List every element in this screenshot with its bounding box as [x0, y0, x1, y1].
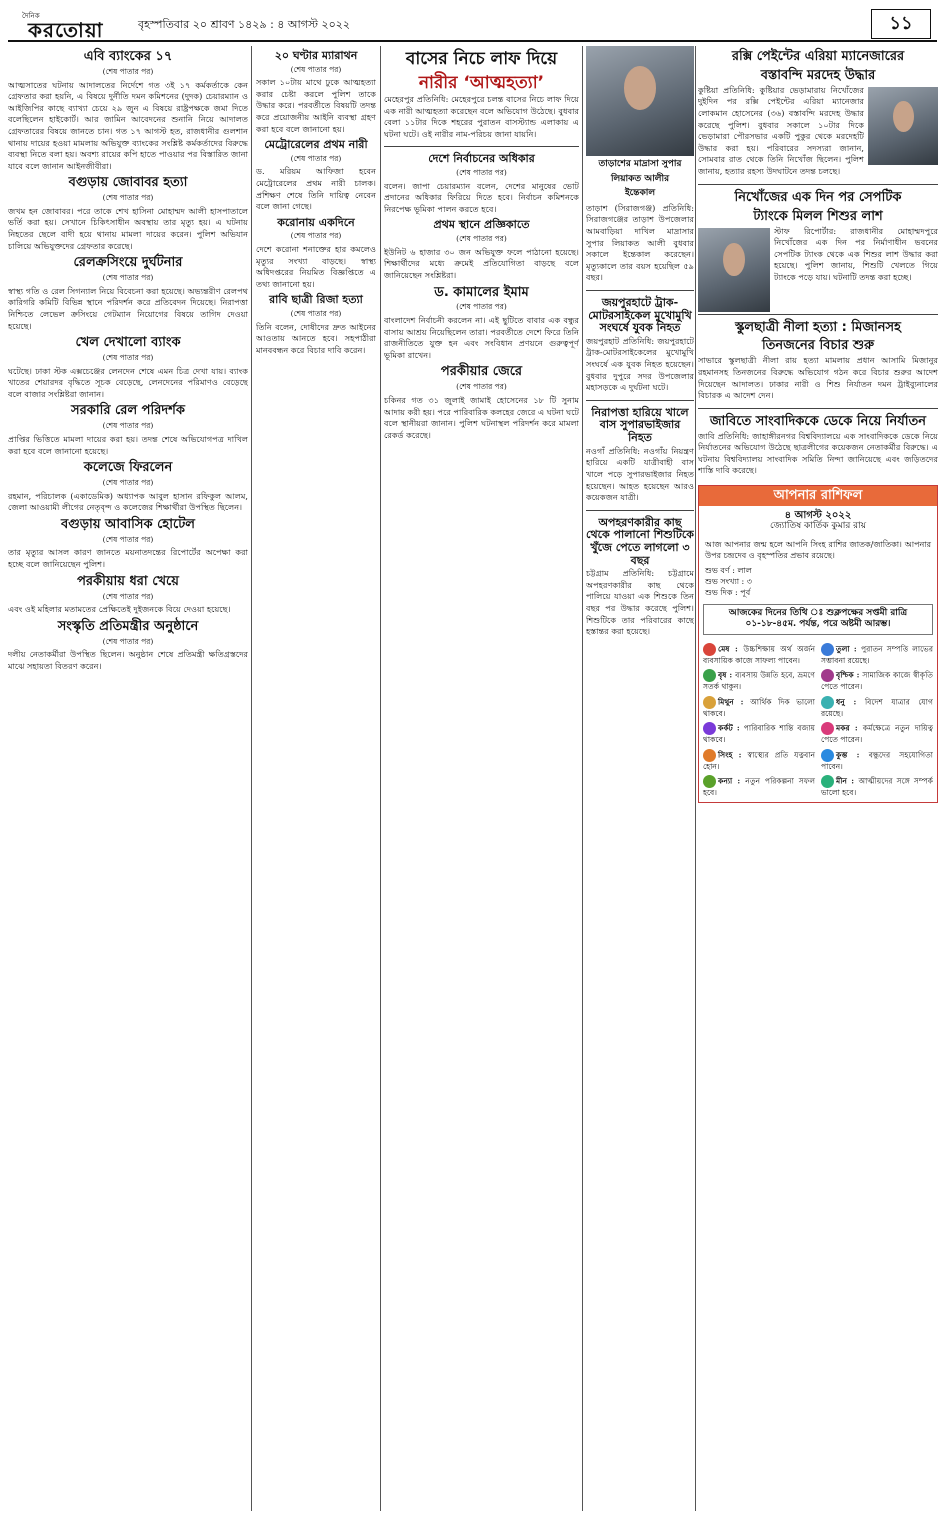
zodiac-icon	[703, 669, 716, 682]
tithi-notice: আজকের দিনের তিথি ঃ শুক্লপক্ষের সপ্তমী রাত্রি ০১-১৮-৪৫ম. পর্যন্ত, পরে অষ্টমী আরম্ভ।	[703, 604, 933, 635]
horoscope-author: জ্যোতিষ কার্তিক কুমার রায়	[769, 521, 867, 532]
headline: তিনজনের বিচার শুরু	[761, 338, 875, 354]
zodiac-sign-name: মিথুন :	[718, 697, 751, 707]
article-body: ড. মরিয়ম আফিজা হবেন মেট্রোরেলের প্রথম নারী চালক। প্রশিক্ষণ শেষে তিনি দায়িত্ব নেবেন বলে জানা গেছে।	[256, 166, 376, 212]
zodiac-sign-text: আত্মীয়দের সঙ্গে সম্পর্ক ভালো হবে।	[821, 776, 933, 798]
article-body: ইউনিট ৬ হাজার ৩০ জন অভিযুক্ত ফলে পাঠানো হয়েছে। শিক্ষার্থীদের মধ্যে ক্রমেই প্রতিযোগিতা বাড়ছে বলে জানিয়েছেন সংশ্লিষ্টরা।	[384, 246, 579, 280]
masthead	[8, 6, 937, 42]
article-body: জয়পুরহাট প্রতিনিধি: জয়পুরহাটে ট্রাক-মোটরসাইকেলের মুখোমুখি সংঘর্ষে এক যুবক নিহত হয়েছেন। বুধবার দুপুরে সদর উপজেলার মহাসড়কে এ দুর্ঘটনা ঘটে।	[586, 335, 694, 393]
child-photo	[698, 228, 770, 312]
headline: ড. কামালের ইমাম	[434, 284, 529, 300]
headline: মেট্রোরেলের প্রথম নারী	[264, 138, 368, 152]
zodiac-sign-entry	[821, 669, 933, 692]
continuation-note: (শেষ পাতার পর)	[456, 168, 507, 178]
article-body: মেহেরপুর প্রতিনিধি: মেহেরপুরে চলন্ত বাসের নিচে লাফ দিয়ে এক নারী আত্মহত্যা করেছেন বলে অভিযোগ উঠেছে। বুধবার বেলা ১১টার দিকে শহরের পুরাতন বাসস্ট্যান্ড এলাকায় এ ঘটনা ঘটে। ওই নারীর নাম-পরিচয় জানা যায়নি।	[384, 94, 579, 139]
zodiac-icon	[821, 669, 834, 682]
zodiac-sign-text: আর্থিক দিক ভালো থাকবে।	[703, 697, 815, 718]
column-divider	[251, 46, 252, 1511]
article-body: তিনি বলেন, দোষীদের দ্রুত আইনের আওতায় আনতে হবে। সহপাঠীরা মানববন্ধন করে বিচার দাবি করেন।	[256, 321, 376, 355]
continuation-note: (শেষ পাতার পর)	[290, 64, 342, 74]
column-divider	[380, 46, 381, 1511]
zodiac-sign-text: বিদেশ যাত্রার যোগ রয়েছে।	[821, 697, 933, 718]
zodiac-icon	[821, 643, 834, 656]
zodiac-sign-entry	[703, 722, 815, 745]
lead-headline: বাসের নিচে লাফ দিয়ে	[405, 49, 558, 69]
article-body: প্রাপ্তির ভিত্তিতে মামলা দায়ের করা হয়। তদন্ত শেষে অভিযোগপত্র দাখিল করা হবে বলে জানানো হয়েছে।	[8, 433, 248, 456]
article-body: দেশে করোনা শনাক্তের হার কমলেও মৃত্যুর সংখ্যা বাড়ছে। স্বাস্থ্য অধিদপ্তরের নিয়মিত বিজ্ঞপ্তিতে এ তথ্য জানানো হয়।	[256, 244, 376, 289]
continuation-note: (শেষ পাতার পর)	[102, 353, 154, 363]
article-body: তার মৃত্যুর আসল কারণ জানতে ময়নাতদন্তের রিপোর্টের অপেক্ষা করা হচ্ছে বলে জানিয়েছেন পুলিশ।	[8, 547, 248, 569]
zodiac-sign-text: পুরাতন সম্পত্তি লাভের সম্ভাবনা রয়েছে।	[821, 644, 933, 666]
column-divider	[695, 46, 696, 1511]
zodiac-sign-name: তুলা :	[836, 644, 861, 654]
zodiac-sign-name: বৃশ্চিক :	[836, 670, 863, 680]
column-4	[586, 46, 694, 1511]
zodiac-sign-text: ব্যবসায় উন্নতি হবে, ভ্রমণে সতর্ক থাকুন।	[703, 670, 815, 692]
article-body: রহমান, পরিচালক (একাডেমিক) অধ্যাপক আবুল হাসান রফিকুল আলম, জেলা আওয়ামী লীগের নেতৃবৃন্দ ও কলেজের শিক্ষার্থীরা উপস্থিত ছিলেন।	[8, 490, 248, 513]
article-body: স্টাফ রিপোর্টার: রাজধানীর মোহাম্মদপুরে নিখোঁজের এক দিন পর নির্মাণাধীন ভবনের সেপটিক ট্যাংক থেকে এক শিশুর লাশ উদ্ধার করা হয়েছে। পুলিশ জানায়, শিশুটি খেলতে গিয়ে ট্যাংকে পড়ে যায়। ঘটনাটি তদন্ত করা হচ্ছে।	[774, 225, 938, 282]
headline: রক্সি পেইন্টের এরিয়া ম্যানেজারের	[731, 49, 905, 64]
headline: সরকারি রেল পরিদর্শক	[71, 403, 185, 419]
headline: রেলক্রসিংয়ে দুর্ঘটনার	[73, 255, 183, 271]
headline: রাবি ছাত্রী রিজা হত্যা	[269, 293, 363, 307]
divider	[698, 184, 938, 185]
continuation-note: (শেষ পাতার পর)	[102, 421, 154, 431]
headline: পরকীয়ায় ধরা খেয়ে	[77, 573, 179, 589]
zodiac-icon	[703, 696, 716, 709]
article-body: বলেন। জাপা চেয়ারম্যান বলেন, দেশের মানুষের ভোট প্রদানের অধিকার ফিরিয়ে দিতে হবে। নির্বাচন কমিশনকে নিরপেক্ষ ভূমিকা পালন করতে হবে।	[384, 180, 579, 214]
zodiac-icon	[703, 643, 716, 656]
zodiac-sign-text: স্বাস্থ্যের প্রতি যত্নবান হোন।	[703, 750, 815, 771]
article-body: কুষ্টিয়া প্রতিনিধি: কুষ্টিয়ার ভেড়ামারায় নিখোঁজের দুইদিন পর রক্সি পেইন্টের এরিয়া ম্যানেজার লোকমান হোসেনের (৩৬) বস্তাবন্দি মরদেহ উদ্ধার করেছে পুলিশ। বুধবার সকালে ১০টার দিকে ভেড়ামারা পৌরসভার একটি পুকুর থেকে মরদেহটি উদ্ধার করা হয়। পরিবারের সদস্যরা জানান, সোমবার রাত থেকে তিনি নিখোঁজ ছিলেন। পুলিশ জানায়, হত্যার রহস্য উদঘাটনে তদন্ত চলছে।	[698, 84, 864, 177]
zodiac-sign-text: সামাজিক কাজে স্বীকৃতি পেতে পারেন।	[821, 670, 933, 692]
article-body: আত্মসাতের ঘটনায় আদালতের নির্দেশে গত ৩ই ১৭ কর্মকর্তাকে কেন গ্রেফতার করা হয়নি, এ বিষয়ে দুর্নীতি দমন কমিশনের (দুদক) চেয়ারম্যান ও আইজিপির কাছে ব্যাখ্যা চেয়ে ২৯ জুন এ বিষয়ে রাষ্ট্রপক্ষকে জমা দিতে বলেছিলেন হাইকোর্ট। আর জামিন আবেদনের শুনানি নিয়ে আদালত গ্রেফতারের বিষয়ে জানতে চান। গত ১৭ আগস্ট হত, রাজধানীর গুলশান থানায় দায়ের হওয়া মামলায় অভিযুক্ত ব্যাংকের সংশ্লিষ্ট কর্মকর্তাদের বিরুদ্ধে ব্যবস্থা নিতে বলা হয়। অবশ্য রায়ের কপি হাতে পাওয়ার পর বিস্তারিত জানা যাবে বলে জানান আইনজীবীরা।	[8, 79, 248, 171]
logo-big-text: করতোয়া	[28, 18, 104, 42]
zodiac-sign-text: নতুন পরিকল্পনা সফল হবে।	[703, 776, 815, 798]
continuation-note: (শেষ পাতার পর)	[456, 382, 507, 392]
headline: বগুড়ায় আবাসিক হোটেল	[61, 516, 195, 532]
lucky-item: শুভ দিক : পূর্ব	[705, 587, 751, 597]
article-body: তাড়াশ (সিরাজগঞ্জ) প্রতিনিধি: সিরাজগঞ্জের তাড়াশ উপজেলার আমবাড়িয়া দাখিল মাদ্রাসার সুপার লিয়াকত আলী বুধবার সকালে ইন্তেকাল করেছেন। মৃত্যুকালে তার বয়স হয়েছিল ৫৯ বছর।	[586, 202, 694, 283]
continuation-note: (শেষ পাতার পর)	[102, 591, 154, 601]
article-body: সাভারে স্কুলছাত্রী নীলা রায় হত্যা মামলায় প্রধান আসামি মিজানুর রহমানসহ তিনজনের বিরুদ্ধে অভিযোগ গঠন করে বিচার শুরুর আদেশ দিয়েছেন আদালত। ঢাকার নারী ও শিশু নির্যাতন দমন ট্রাইব্যুনালের বিচারক এ আদেশ দেন।	[698, 355, 938, 401]
zodiac-sign-entry	[703, 696, 815, 719]
continuation-note: (শেষ পাতার পর)	[102, 636, 154, 646]
zodiac-sign-name: কুম্ভ :	[836, 750, 869, 760]
horoscope-intro: আজ আপনার জন্ম হলে আপনি সিংহ রাশির জাতক/জাতিকা। আপনার উপর চন্দ্রদেব ও বৃহস্পতির প্রভাব রয়েছে।	[705, 539, 931, 560]
article-body: চট্টগ্রাম প্রতিনিধি: চট্টগ্রামে অপহরণকারীর কাছ থেকে পালিয়ে যাওয়া এক শিশুকে তিন বছর পর উদ্ধার করেছে পুলিশ। শিশুটিকে তার পরিবারের কাছে হস্তান্তর করা হয়েছে।	[586, 568, 694, 637]
zodiac-sign-entry	[703, 775, 815, 798]
zodiac-sign-name: কর্কট :	[718, 723, 744, 733]
lead-headline-accent: নারীর ‘আত্মহত্যা’	[418, 72, 545, 93]
zodiac-sign-name: কন্যা :	[718, 776, 746, 786]
zodiac-icon	[821, 722, 834, 735]
zodiac-sign-entry	[821, 643, 933, 666]
headline: নিখোঁজের এক দিন পর সেপটিক	[734, 189, 902, 205]
zodiac-sign-entry	[703, 749, 815, 772]
headline: বস্তাবন্দি মরদেহ উদ্ধার	[760, 67, 876, 83]
zodiac-icon	[821, 775, 834, 788]
zodiac-icon	[703, 722, 716, 735]
photo-caption: তাড়াশের মাদ্রাসা সুপার	[598, 159, 682, 169]
headline: কলেজে ফিরলেন	[83, 460, 173, 476]
headline: স্কুলছাত্রী নীলা হত্যা : মিজানসহ	[735, 319, 901, 335]
divider	[698, 314, 938, 315]
zodiac-sign-name: মকর :	[836, 723, 863, 733]
headline: করোনায় একদিনে	[277, 215, 355, 229]
headline: নিরাপত্তা হারিয়ে খালে বাস সুপারভাইজার নিহত	[591, 405, 689, 445]
column-2	[256, 46, 376, 1511]
article-body: এবং ওই মহিলার মতামতের প্রেক্ষিতেই দুইজনকে বিয়ে দেওয়া হয়েছে।	[8, 604, 231, 615]
headline: জয়পুরহাটে ট্রাক-মোটরসাইকেল মুখোমুখি সংঘর্ষে যুবক নিহত	[588, 295, 692, 335]
article-body: স্বাস্থ্য গতি ও রেল সিগন্যাল নিয়ে বিবেচনা করা হয়েছে। অভ্যন্তরীণ রেলপথ কারিগরি কমিটি বিভিন্ন স্থানে পরিদর্শন করে প্রতিবেদন দিয়েছে। নিরাপত্তা নিশ্চিতে লেভেল ক্রসিংয়ে গেটম্যান নিয়োগের বিষয়ে তাগিদ দেওয়া হয়েছে।	[8, 285, 248, 331]
victim-photo	[868, 87, 938, 165]
article-body: নওগাঁ প্রতিনিধি: নওগাঁয় নিয়ন্ত্রণ হারিয়ে একটি যাত্রীবাহী বাস খালে পড়ে সুপারভাইজার নিহত হয়েছেন। আহত হয়েছেন আরও কয়েকজন যাত্রী।	[586, 445, 694, 503]
continuation-note: (শেষ পাতার পর)	[102, 193, 154, 203]
lucky-item: শুভ বর্ণ : লাল	[705, 565, 752, 575]
headline: ট্যাংকে মিলল শিশুর লাশ	[753, 208, 883, 224]
zodiac-sign-text: কর্মক্ষেত্রে নতুন দায়িত্ব পেতে পারেন।	[821, 723, 933, 745]
headline: সংস্কৃতি প্রতিমন্ত্রীর অনুষ্ঠানে	[57, 618, 199, 634]
newspaper-logo	[22, 10, 132, 42]
continuation-note: (শেষ পাতার পর)	[102, 534, 154, 544]
lucky-item: শুভ সংখ্যা : ৩	[705, 576, 752, 586]
photo-caption: ইন্তেকাল	[624, 188, 656, 199]
continuation-note: (শেষ পাতার পর)	[290, 153, 342, 163]
headline: পরকীয়ার জেরে	[440, 364, 523, 380]
continuation-note: (শেষ পাতার পর)	[290, 309, 342, 319]
headline: দেশে নির্বাচনের অধিকার	[428, 152, 535, 166]
headline: ২০ ঘণ্টার ম্যারাথন	[274, 49, 358, 62]
logo-small-text: দৈনিক	[22, 12, 40, 20]
zodiac-sign-text: বন্ধুদের সহযোগিতা পাবেন।	[821, 750, 933, 771]
zodiac-sign-name: বৃষ :	[718, 670, 736, 680]
article-body: বাংলাদেশ নির্বাচনী করলেন না। এই ছুটিতে বাবার এক বন্ধুর বাসায় আশ্রয় নিয়েছিলেন তারা। পরবর্তীতে দেশে ফিরে তিনি রাজনীতিতে যুক্ত হন এবং সংবিধান প্রণয়নে গুরুত্বপূর্ণ ভূমিকা রাখেন।	[384, 315, 579, 360]
column-1	[8, 46, 248, 1511]
zodiac-sign-entry	[821, 696, 933, 719]
horoscope-date: ৪ আগস্ট ২০২২	[784, 509, 852, 521]
continuation-note: (শেষ পাতার পর)	[102, 478, 154, 488]
article-body: জখম হন জোবাবর। পরে তাকে শেখ হাসিনা মোহাম্মদ আলী হাসপাতালে ভর্তি করা হয়। সেখানে চিকিৎসাধীন অবস্থায় তার মৃত্যু হয়। এ ঘটনায় নিহতের ছেলে বাদী হয়ে থানায় মামলা দায়ের করেন। পুলিশ অভিযান চালিয়ে অভিযুক্তদের গ্রেফতার করেছে।	[8, 205, 248, 251]
continuation-note: (শেষ পাতার পর)	[456, 234, 507, 244]
headline: জাবিতে সাংবাদিককে ডেকে নিয়ে নির্যাতন	[709, 413, 927, 429]
article-body: চকিনর গত ৩১ জুলাই জামাই হোসেনের ১৮ টি সুনাম আদায় করী হয়। পরে পারিবারিক কলহের জেরে এ ঘটনা ঘটে বলে স্থানীয়রা জানান। পুলিশ ঘটনাস্থল পরিদর্শন করে মামলা রেকর্ড করেছে।	[384, 394, 579, 440]
headline: এবি ব্যাংকের ১৭	[83, 49, 173, 64]
horoscope-header: আপনার রাশিফল	[699, 486, 937, 506]
zodiac-icon	[703, 749, 716, 762]
headline: অপহরণকারীর কাছ থেকে পালানো শিশুটিকে খুঁজে পেতে লাগলো ৩ বছর	[586, 515, 694, 567]
zodiac-sign-name: মেষ :	[718, 644, 744, 654]
continuation-note: (শেষ পাতার পর)	[102, 273, 154, 283]
zodiac-sign-entry	[821, 749, 933, 772]
article-body: সকাল ১০টায় মাথে ঢুকে আত্মহত্যা করার চেষ্টা করলে পুলিশ তাকে উদ্ধার করে। পরবর্তীতে বিষয়টি তদন্ত করে প্রয়োজনীয় আইনি ব্যবস্থা গ্রহণ করা হবে বলে জানানো হয়।	[256, 77, 376, 134]
zodiac-grid	[699, 639, 937, 802]
zodiac-sign-entry	[703, 669, 815, 692]
portrait-photo	[586, 46, 694, 156]
headline: খেল দেখালো ব্যাংক	[75, 335, 181, 351]
continuation-note: (শেষ পাতার পর)	[456, 302, 507, 312]
photo-caption: লিয়াকত আলীর	[610, 173, 670, 184]
divider	[586, 290, 694, 291]
divider	[384, 146, 579, 147]
zodiac-sign-name: ধনু :	[836, 697, 865, 707]
divider	[698, 408, 938, 409]
divider	[586, 400, 694, 401]
divider	[586, 510, 694, 511]
zodiac-sign-entry	[821, 722, 933, 745]
zodiac-sign-entry	[703, 643, 815, 666]
zodiac-icon	[703, 775, 716, 788]
zodiac-sign-name: মীন :	[836, 776, 859, 786]
zodiac-icon	[821, 696, 834, 709]
dateline: বৃহস্পতিবার ২০ শ্রাবণ ১৪২৯ : ৪ আগস্ট ২০২২	[138, 18, 351, 31]
headline: প্রথম স্থানে প্রজ্ঞিকাতে	[433, 218, 530, 232]
zodiac-sign-text: উচ্চশিক্ষায় অর্থ অর্জন ব্যবসায়িক কাজে সাফল্য পাবেন।	[703, 644, 815, 666]
lucky-list	[699, 563, 937, 600]
page-number: ১১	[871, 9, 931, 39]
article-body: ঘটেছে। ঢাকা স্টক এক্সচেঞ্জের লেনদেন শেষে এমন চিত্র দেখা যায়। ব্যাংক খাতের শেয়ারদর বৃদ্ধিতে সূচক বেড়েছে, লেনদেনের পরিমাণও বেড়েছে বলে বাজার সংশ্লিষ্টরা জানান।	[8, 365, 248, 399]
column-divider	[582, 46, 583, 1511]
column-5	[698, 46, 938, 1511]
column-3	[384, 46, 579, 1511]
zodiac-sign-text: পারিবারিক শান্তি বজায় থাকবে।	[703, 723, 815, 745]
continuation-note: (শেষ পাতার পর)	[102, 66, 154, 76]
headline: বগুড়ায় জোবাবর হত্যা	[68, 175, 188, 191]
zodiac-sign-name: সিংহ :	[718, 750, 748, 760]
horoscope-box	[698, 485, 938, 803]
zodiac-icon	[821, 749, 834, 762]
continuation-note: (শেষ পাতার পর)	[290, 231, 342, 241]
article-body: দলীয় নেতাকর্মীরা উপস্থিত ছিলেন। অনুষ্ঠান শেষে প্রতিমন্ত্রী ক্ষতিগ্রস্তদের মাঝে সহায়তা বিতরণ করেন।	[8, 649, 248, 671]
zodiac-sign-entry	[821, 775, 933, 798]
article-body: জাবি প্রতিনিধি: জাহাঙ্গীরনগর বিশ্ববিদ্যালয়ে এক সাংবাদিককে ডেকে নিয়ে নির্যাতনের অভিযোগ উঠেছে ছাত্রলীগের কয়েকজন নেতাকর্মীর বিরুদ্ধে। এ ঘটনায় বিশ্ববিদ্যালয় সাংবাদিক সমিতি নিন্দা জানিয়েছে এবং জড়িতদের শাস্তি দাবি করেছে।	[698, 430, 938, 476]
